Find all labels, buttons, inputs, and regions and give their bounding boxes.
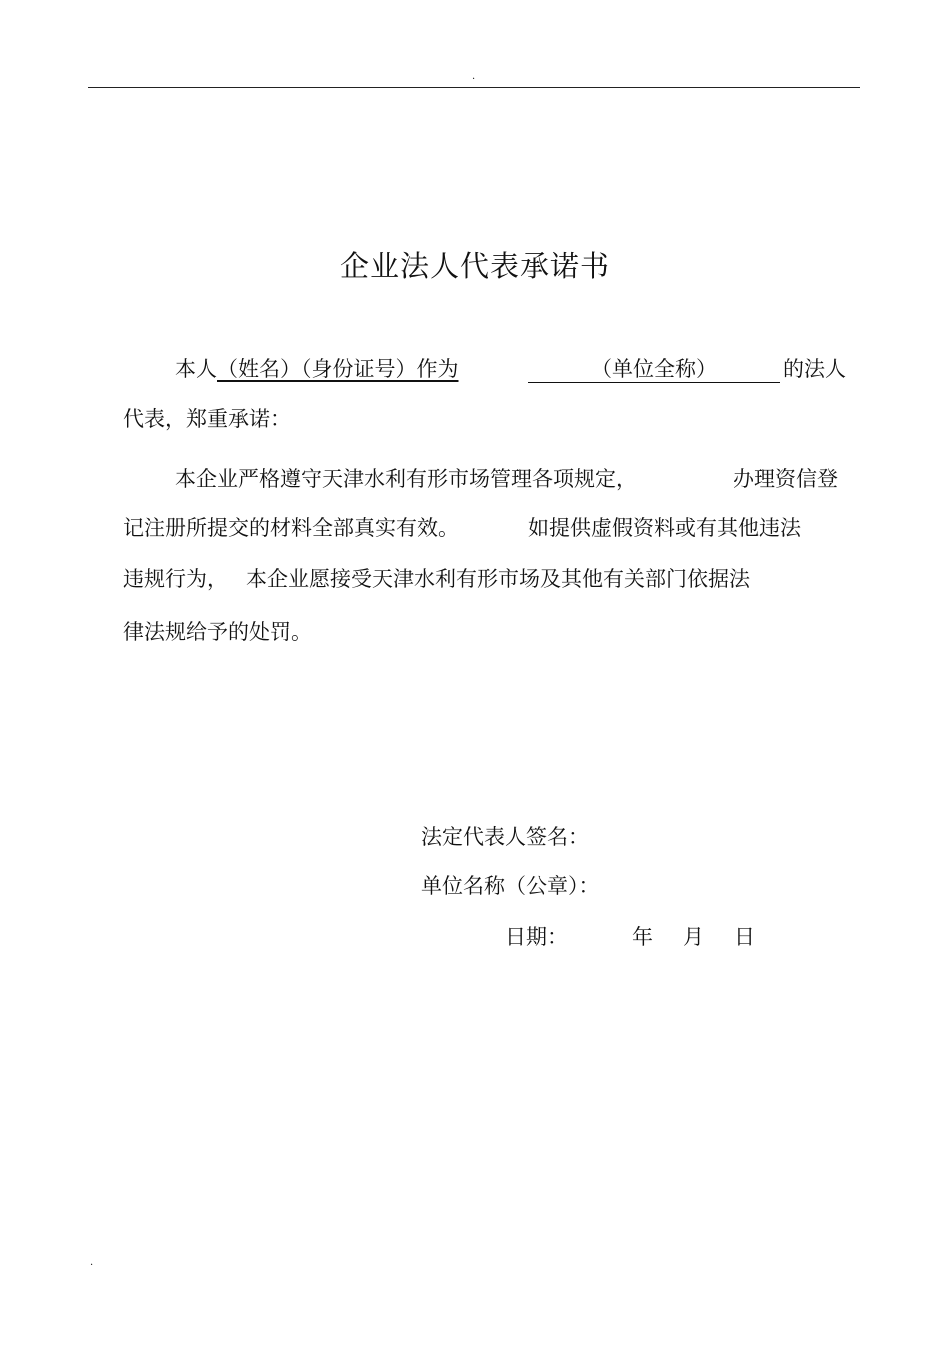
body-line-3b: 本企业愿接受天津水利有形市场及其他有关部门依据法 <box>246 567 750 591</box>
id-placeholder: （身份证号） <box>301 357 417 381</box>
pledge-line-1 <box>175 356 459 382</box>
date-year: 年 <box>632 925 653 949</box>
unit-placeholder: （单位全称） <box>591 357 717 381</box>
body-line-2b: 如提供虚假资料或有其他违法 <box>528 516 801 540</box>
date-label: 日期： <box>505 925 568 949</box>
pledge-prefix: 本人 <box>175 357 217 381</box>
pledge-suffix: 的法人 <box>783 357 846 381</box>
header-dot: . <box>472 71 476 82</box>
as-word: 作为 <box>416 357 459 381</box>
body-line-3a: 违规行为， <box>123 567 228 591</box>
date-month: 月 <box>683 925 704 949</box>
date-day: 日 <box>734 925 755 949</box>
body-line-4: 律法规给予的处罚。 <box>123 620 312 644</box>
unit-name-blank <box>528 356 780 383</box>
header-rule <box>88 87 860 88</box>
body-line-1b: 办理资信登 <box>733 467 838 491</box>
body-line-1a: 本企业严格遵守天津水利有形市场管理各项规定， <box>175 467 637 491</box>
pledge-line-2: 代表，郑重承诺： <box>123 407 291 431</box>
body-line-2a: 记注册所提交的材料全部真实有效。 <box>123 516 459 540</box>
name-placeholder: （姓名） <box>217 357 301 381</box>
representative-signature-label: 法定代表人签名： <box>421 825 589 849</box>
footer-dot: . <box>90 1257 94 1268</box>
document-title: 企业法人代表承诺书 <box>339 249 610 283</box>
unit-seal-label: 单位名称（公章）： <box>421 874 600 898</box>
